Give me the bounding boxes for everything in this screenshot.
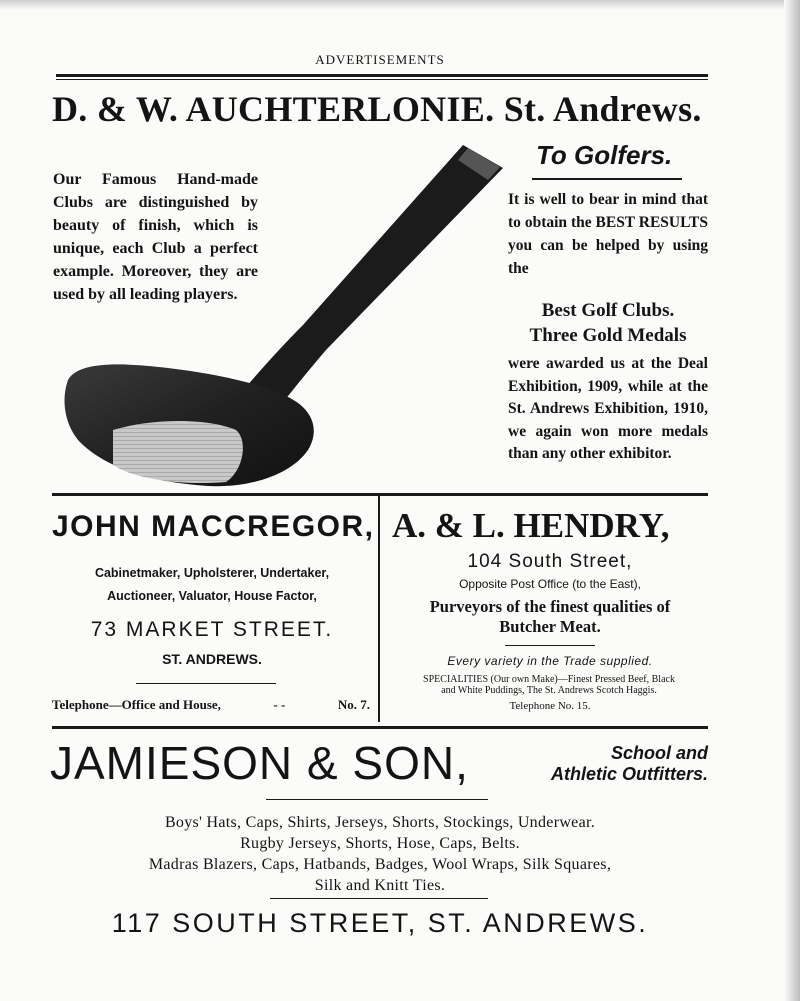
hendry-every-variety: Every variety in the Trade supplied. (447, 654, 653, 668)
jamieson-rule-top (266, 799, 488, 800)
hendry-specialities-line-1: SPECIALITIES (Our own Make)—Finest Pressed Beef, Black (423, 674, 675, 685)
page-top-edge-shadow (0, 0, 800, 10)
to-golfers-underline (532, 178, 682, 180)
maccregor-town: ST. ANDREWS. (162, 651, 262, 667)
jamieson-goods-line-1: Boys' Hats, Caps, Shirts, Jerseys, Shorts, Stockings, Underwear. (164, 814, 596, 831)
maccregor-telephone-label: Telephone—Office and House, (52, 697, 221, 712)
jamieson-outfitters (546, 743, 708, 785)
best-golf-clubs: Best Golf Clubs. (541, 300, 675, 321)
maccregor-trades (52, 562, 372, 608)
maccregor-trades-line-1: Cabinetmaker, Upholsterer, Undertaker, (94, 566, 330, 580)
jamieson-goods (40, 812, 720, 896)
maccregor-street: 73 MARKET STREET. (90, 618, 334, 641)
maccregor-telephone-dashes: - - (273, 697, 286, 712)
page-right-edge-shadow (784, 0, 800, 1001)
maccregor-telephone-number: No. 7. (337, 697, 370, 712)
section-divider-1 (52, 493, 708, 496)
section-divider-2 (52, 726, 708, 729)
to-golfers-heading: To Golfers. (536, 140, 673, 170)
hendry-specialities (388, 674, 710, 696)
hendry-purveyors-line-1: Purveyors of the finest qualities of (429, 597, 671, 616)
maccregor-trades-line-2: Auctioneer, Valuator, House Factor, (107, 589, 317, 603)
header-rule (56, 74, 708, 77)
maccregor-name: JOHN MACCREGOR, (52, 510, 375, 543)
best-clubs-heading (508, 298, 708, 348)
jamieson-address: 117 SOUTH STREET, ST. ANDREWS. (111, 908, 649, 938)
auchterlonie-title: D. & W. AUCHTERLONIE. St. Andrews. (52, 89, 702, 129)
maccregor-telephone (52, 697, 370, 713)
jamieson-name: JAMIESON & SON, (50, 737, 469, 789)
page-header: ADVERTISEMENTS (315, 52, 445, 67)
maccregor-rule (136, 683, 276, 684)
jamieson-rule-bottom (270, 898, 488, 899)
jamieson-goods-line-3: Madras Blazers, Caps, Hatbands, Badges, Wool Wraps, Silk Squares, (148, 856, 612, 873)
jamieson-outfitters-line-1: School and (610, 743, 708, 763)
hendry-opposite: Opposite Post Office (to the East), (459, 577, 641, 591)
hendry-street: 104 South Street, (467, 551, 633, 572)
hendry-purveyors-line-2: Butcher Meat. (499, 617, 601, 636)
hendry-purveyors (392, 597, 708, 637)
jamieson-outfitters-line-2: Athletic Outfitters. (550, 764, 708, 784)
hendry-specialities-line-2: and White Puddings, The St. Andrews Scotch Haggis. (441, 685, 657, 696)
auchterlonie-right-copy: It is well to bear in mind that to obtain the BEST RESULTS you can be helped by using the (508, 191, 708, 277)
jamieson-goods-line-4: Silk and Knitt Ties. (314, 877, 446, 894)
column-divider (378, 496, 380, 722)
auchterlonie-medals-copy: were awarded us at the Deal Exhibition, 1909, while at the St. Andrews Exhibition, 1910, we again won more medals than any other exhibitor. (508, 355, 708, 462)
auchterlonie-left-copy: Our Famous Hand-made Clubs are distinguished by beauty of finish, which is unique, each Club a perfect example. Moreover, they are used by all leading players. (53, 171, 258, 303)
header-rule-thin (56, 79, 708, 80)
jamieson-goods-line-2: Rugby Jerseys, Shorts, Hose, Caps, Belts. (240, 835, 520, 852)
hendry-telephone: Telephone No. 15. (509, 700, 591, 712)
three-gold-medals: Three Gold Medals (529, 325, 687, 346)
hendry-name: A. & L. HENDRY, (392, 506, 670, 545)
hendry-rule (505, 645, 595, 646)
